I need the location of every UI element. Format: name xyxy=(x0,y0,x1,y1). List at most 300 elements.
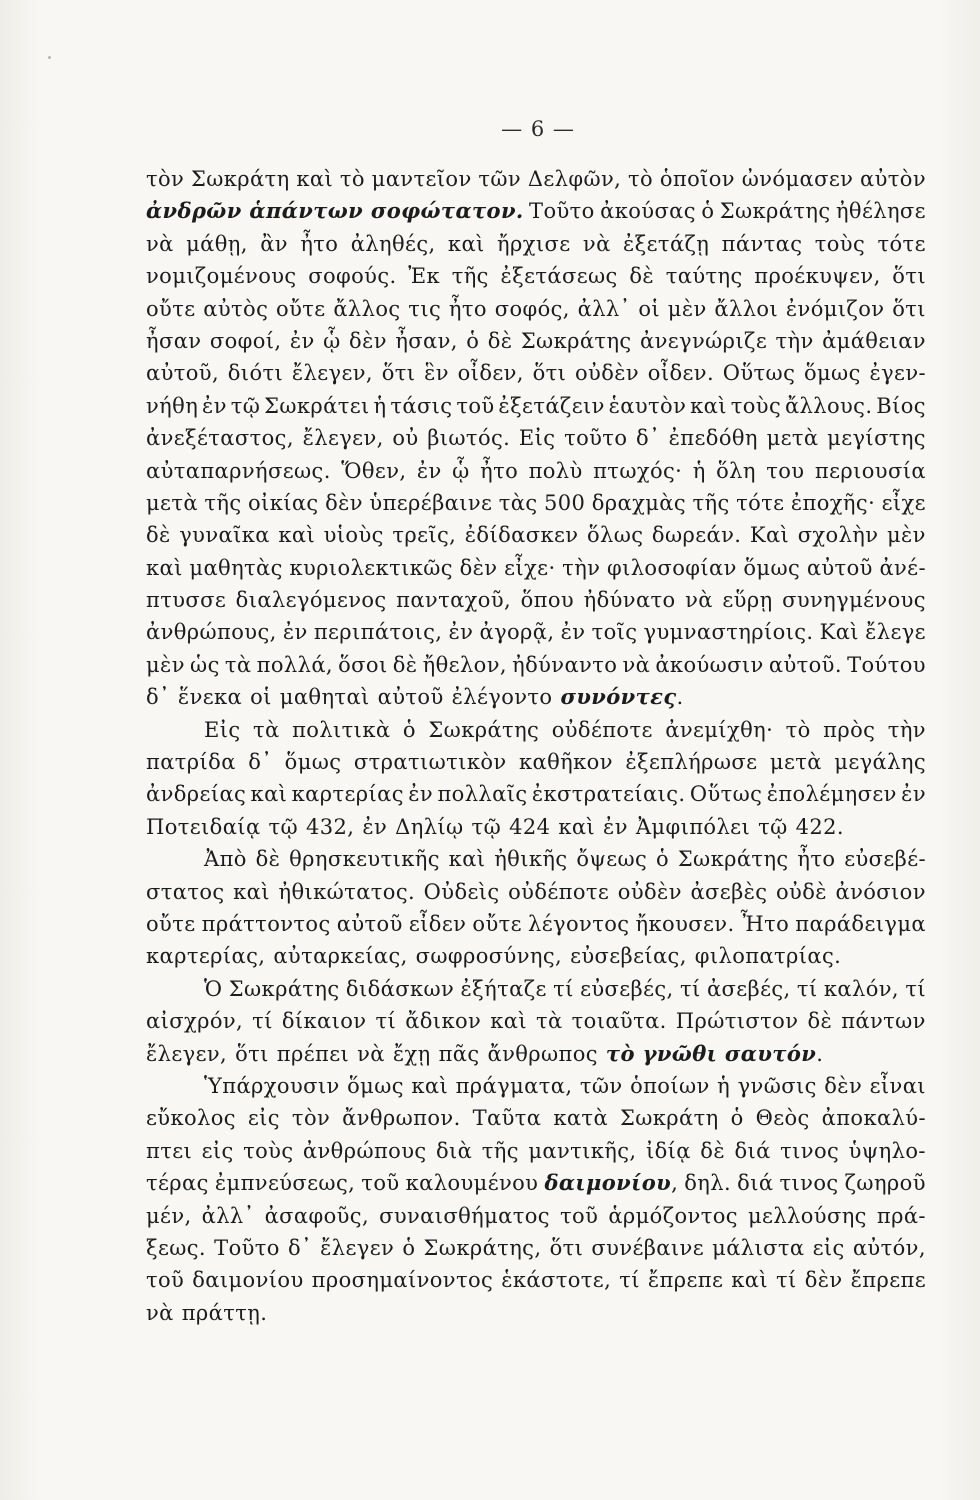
word: τὴν xyxy=(775,328,814,353)
word: Ἐκ xyxy=(408,264,441,289)
word: εἶναι xyxy=(869,1073,926,1098)
word-group xyxy=(665,714,773,746)
word-group xyxy=(146,260,297,292)
word: ἄνθρωπον. xyxy=(342,1106,461,1131)
word-group xyxy=(776,876,827,908)
word: εἰς xyxy=(201,1138,234,1163)
word: τοιαῦτα. xyxy=(571,1009,667,1034)
word-group xyxy=(656,843,669,875)
word: τῆς xyxy=(451,264,489,289)
word: πτυσσε xyxy=(146,588,227,613)
emphasis-text: δαιμονίου xyxy=(544,1170,672,1196)
word-group xyxy=(190,649,220,681)
word: ἐν xyxy=(202,393,227,418)
word: ἂν xyxy=(260,231,288,256)
word-group xyxy=(693,455,706,487)
word-group xyxy=(606,1038,823,1070)
text-line xyxy=(146,1070,926,1102)
word-group xyxy=(292,714,390,746)
word: νὰ xyxy=(582,231,611,256)
word-group xyxy=(797,973,818,1005)
emphasis-text: συνόντες xyxy=(560,684,677,710)
text-line xyxy=(146,714,926,746)
word-group xyxy=(701,195,714,227)
word-group xyxy=(716,455,756,487)
word-group xyxy=(743,552,800,584)
word-group xyxy=(408,778,433,810)
word-group xyxy=(636,422,660,454)
word-group xyxy=(225,649,252,681)
word-group xyxy=(669,422,758,454)
word-group xyxy=(448,228,485,260)
word-group xyxy=(427,422,510,454)
word-group xyxy=(847,649,926,681)
word-group xyxy=(851,1264,926,1296)
word-group xyxy=(853,1232,926,1264)
word: διὰ xyxy=(436,1138,473,1163)
word-group xyxy=(395,811,463,843)
word: ξεως. xyxy=(146,1235,207,1260)
word: τί xyxy=(796,976,818,1001)
word: γυμναστηρίοις. xyxy=(643,620,814,645)
word: ἀποκαλύ- xyxy=(821,1106,926,1131)
word-group xyxy=(479,616,554,648)
word: ἀμάθειαν xyxy=(822,328,926,353)
word: καὶ xyxy=(278,523,316,548)
word: σοφός, xyxy=(494,296,570,321)
word: ἐμπνεύσεως, xyxy=(214,1171,356,1196)
word: τρεῖς, xyxy=(392,523,457,548)
word: δὲ xyxy=(629,264,655,289)
word-group xyxy=(392,519,456,551)
word-group xyxy=(349,325,387,357)
word-group xyxy=(879,552,926,584)
word: Τούτου xyxy=(847,652,926,677)
word: τί xyxy=(375,1009,397,1034)
word-group xyxy=(618,876,682,908)
word: νὰ xyxy=(685,588,713,613)
word-group xyxy=(748,1200,867,1232)
word: πρέπει xyxy=(276,1041,350,1066)
word: νήθη xyxy=(146,393,199,418)
word: παράδειγμα xyxy=(795,911,926,936)
word: καὶ xyxy=(233,879,270,904)
word: ἐξετάζῃ xyxy=(623,231,710,256)
word: πᾶς xyxy=(438,1041,480,1066)
page-number: — 6 — xyxy=(501,117,575,141)
word-group xyxy=(182,1297,268,1329)
word-group xyxy=(390,390,452,422)
word-group xyxy=(528,1135,636,1167)
word: δωρεάν. xyxy=(651,523,742,548)
word: δ᾿ xyxy=(636,426,660,451)
word: τὸ xyxy=(339,167,365,191)
word: ἡ xyxy=(692,458,706,483)
word: δὲ xyxy=(487,328,513,353)
word: Σωκράτης xyxy=(719,199,831,224)
word-group xyxy=(265,1200,369,1232)
word: τὰς xyxy=(498,490,538,515)
paper-speck xyxy=(48,56,51,59)
word: ἀνέ- xyxy=(879,555,926,580)
word: δὲν xyxy=(325,490,363,515)
word: οὐδὲ xyxy=(776,879,827,904)
word-group xyxy=(750,519,789,551)
word-group xyxy=(609,390,687,422)
word-group xyxy=(146,455,331,487)
word: ἠδύνατο xyxy=(583,588,676,613)
word: τῆς xyxy=(204,490,242,515)
word: μαθητὰς xyxy=(189,555,283,580)
word-group xyxy=(564,422,627,454)
word-group xyxy=(786,293,885,325)
word: οὐδέποτε xyxy=(551,717,653,742)
word-group xyxy=(282,1005,367,1037)
word-group xyxy=(498,390,604,422)
word: ἠθέλησε xyxy=(835,199,926,224)
word: ἐν xyxy=(282,620,308,645)
word: ἐν xyxy=(362,814,388,839)
word-group xyxy=(844,843,926,875)
word: διά xyxy=(737,1171,774,1196)
word: ὅμως xyxy=(803,361,861,386)
word: μεγάλης xyxy=(834,750,926,775)
word: τί xyxy=(553,976,574,1001)
word-group xyxy=(189,552,282,584)
word: εὕρῃ xyxy=(722,588,773,613)
word-group xyxy=(797,843,835,875)
word-group xyxy=(411,1070,448,1102)
word-group xyxy=(146,357,219,389)
text-line xyxy=(146,552,926,584)
word: μέν, xyxy=(146,1203,192,1228)
word: ἔπρεπε xyxy=(850,1268,926,1293)
word-group xyxy=(324,519,384,551)
word-group xyxy=(532,778,686,810)
word-group xyxy=(215,1167,355,1199)
word-group xyxy=(449,293,487,325)
word: τῷ xyxy=(230,393,261,418)
word-group xyxy=(396,584,511,616)
word: νὰ xyxy=(146,1300,174,1325)
word-group xyxy=(437,778,527,810)
word-group xyxy=(561,616,586,648)
word-group xyxy=(767,778,897,810)
text-line xyxy=(146,811,926,843)
word-group xyxy=(408,260,440,292)
word-group xyxy=(804,357,861,389)
word-group xyxy=(528,908,629,940)
word-group xyxy=(449,843,486,875)
word: πολλά, xyxy=(256,652,333,677)
word: τοὺς xyxy=(814,231,866,256)
word-group xyxy=(250,681,272,713)
word: καὶ xyxy=(448,847,486,872)
word-group xyxy=(478,163,521,195)
word: πολλαῖς xyxy=(437,782,528,807)
word: ἀκούωσιν xyxy=(655,652,764,677)
word-group xyxy=(146,681,170,713)
word-group xyxy=(409,908,466,940)
word: 432, xyxy=(306,814,355,839)
word: ὁ xyxy=(655,847,670,872)
word: δ᾿ xyxy=(146,685,170,710)
text-line xyxy=(146,325,926,357)
word: ἐν xyxy=(901,782,926,807)
word-group xyxy=(494,843,567,875)
word: τις xyxy=(408,296,442,321)
word: Δελφῶν, xyxy=(527,167,622,191)
word-group xyxy=(300,228,338,260)
word-group xyxy=(552,714,653,746)
word-group xyxy=(544,487,585,519)
word: καλουμένου xyxy=(405,1171,539,1196)
word: ὁ xyxy=(701,199,715,224)
word: ᾧ xyxy=(452,458,470,483)
word-group xyxy=(562,552,600,584)
word-group xyxy=(323,325,341,357)
word: ἐγεν- xyxy=(869,361,926,386)
word-group xyxy=(288,1232,312,1264)
word-group xyxy=(292,1102,330,1134)
word-group xyxy=(146,940,265,972)
word-group xyxy=(402,1232,415,1264)
word: καὶ xyxy=(146,555,183,580)
word-group xyxy=(146,1297,174,1329)
word: ὁ xyxy=(730,1106,744,1131)
word-group xyxy=(372,163,472,195)
text-line xyxy=(146,390,926,422)
word: ἑαυτὸν xyxy=(608,393,687,418)
word: δηλ. xyxy=(684,1171,732,1196)
word-group xyxy=(652,519,741,551)
word: τοῦ xyxy=(361,1171,400,1196)
word-group xyxy=(369,487,492,519)
word-group xyxy=(629,260,654,292)
text-line xyxy=(146,293,926,325)
word-group xyxy=(292,357,373,389)
word: σοφοί, xyxy=(209,328,282,353)
word: προσημαίνοντος xyxy=(311,1268,494,1293)
word: δραχμὰς xyxy=(591,490,686,515)
word-group xyxy=(738,1070,817,1102)
word-group xyxy=(204,714,241,746)
word: μετὰ xyxy=(766,426,819,451)
word-group xyxy=(731,1264,768,1296)
word: τί xyxy=(679,976,701,1001)
word: ὅμως xyxy=(284,750,342,775)
word: οὐ xyxy=(392,426,419,451)
word-group xyxy=(146,649,185,681)
text-line xyxy=(146,843,926,875)
word-group xyxy=(824,1070,862,1102)
word: ἐν xyxy=(603,814,628,839)
word: ὁ xyxy=(402,1235,416,1260)
word-group xyxy=(570,940,687,972)
word: ὅτι xyxy=(381,361,416,386)
word-group xyxy=(204,973,222,1005)
text-line xyxy=(146,908,926,940)
word: καὶ xyxy=(296,167,334,191)
text-line xyxy=(146,746,926,778)
word-group xyxy=(264,390,370,422)
text-line xyxy=(146,973,926,1005)
word: Θεὸς xyxy=(755,1106,810,1131)
word: δ᾿ xyxy=(248,750,273,775)
word-group xyxy=(416,940,562,972)
word-group xyxy=(424,1232,542,1264)
word-group xyxy=(306,811,354,843)
word-group xyxy=(742,163,854,195)
word: ἠδύναντο xyxy=(512,652,618,677)
word: τῶν xyxy=(478,167,522,191)
word: εὐσεβές, xyxy=(580,976,674,1001)
word-group xyxy=(361,1167,399,1199)
word-group xyxy=(292,778,404,810)
word-group xyxy=(769,649,842,681)
word: ἦτο xyxy=(448,296,487,321)
word: καλόν, xyxy=(823,976,900,1001)
word-group xyxy=(146,422,294,454)
word: βιωτός. xyxy=(427,426,511,451)
word: δ᾿ xyxy=(288,1235,312,1260)
word-group xyxy=(695,940,842,972)
word: ἐκστρατείαις. xyxy=(531,782,686,807)
word-group xyxy=(376,1005,397,1037)
text-line xyxy=(146,422,926,454)
word-group xyxy=(146,1167,209,1199)
word-group xyxy=(395,325,458,357)
word: τοῦτο xyxy=(564,426,628,451)
word: τῆς xyxy=(692,490,730,515)
word: Ἀπὸ xyxy=(204,847,247,872)
word: μεγίστης xyxy=(827,426,926,451)
word: ὁ xyxy=(466,328,480,353)
word: νὰ xyxy=(146,231,174,256)
word: αὐταρκείας, xyxy=(273,944,408,969)
word: δαιμονίου xyxy=(192,1268,304,1293)
word-group xyxy=(289,843,440,875)
word: καὶ xyxy=(490,1009,527,1034)
word-group xyxy=(423,649,507,681)
text-line xyxy=(146,487,926,519)
word-group xyxy=(785,390,872,422)
word-group xyxy=(822,325,926,357)
word-group xyxy=(529,195,595,227)
word-group xyxy=(406,1167,539,1199)
word: ὑψηλο- xyxy=(848,1138,926,1163)
word-group xyxy=(192,1264,303,1296)
word-group xyxy=(722,584,772,616)
word-group xyxy=(428,714,539,746)
word-group xyxy=(707,973,791,1005)
word: ἀνεγνώριζε xyxy=(640,328,768,353)
word: ἄδικον xyxy=(405,1009,482,1034)
word: δὲν xyxy=(349,328,387,353)
word: μάλιστα xyxy=(712,1235,805,1260)
word-group xyxy=(480,455,518,487)
word-group xyxy=(780,1167,839,1199)
word-group xyxy=(508,876,609,908)
word-group xyxy=(630,1070,710,1102)
word: εἶχε xyxy=(881,490,926,515)
word-group xyxy=(325,487,363,519)
word-group xyxy=(849,1135,926,1167)
word-group xyxy=(892,260,926,292)
word: εἶχε· xyxy=(504,555,556,580)
word-group xyxy=(203,293,268,325)
word-group xyxy=(472,811,502,843)
text-line xyxy=(146,1264,926,1296)
word: ὅτι xyxy=(532,361,567,386)
word-group xyxy=(179,519,270,551)
word-group xyxy=(905,973,926,1005)
word-group xyxy=(860,163,926,195)
word-group xyxy=(487,1038,597,1070)
word: ἀνεμίχθη· xyxy=(665,717,774,742)
word: πάντας xyxy=(721,231,803,256)
word-group xyxy=(252,1005,273,1037)
word: ἐξεπλήρωσε xyxy=(625,750,758,775)
word-group xyxy=(776,1264,797,1296)
word: ἀσεβὲς xyxy=(690,879,768,904)
word-group xyxy=(791,487,875,519)
word-group xyxy=(620,1102,719,1134)
word: μὲν xyxy=(886,523,926,548)
word-group xyxy=(392,422,418,454)
word-group xyxy=(655,649,763,681)
word-group xyxy=(741,908,790,940)
word: μαθηταὶ xyxy=(279,685,370,710)
word: υἱοὺς xyxy=(323,523,384,548)
word-group xyxy=(717,1070,730,1102)
word: ἕνεκα xyxy=(177,685,243,710)
word-group xyxy=(424,876,500,908)
word-group xyxy=(146,778,246,810)
word-group xyxy=(342,1102,461,1134)
word-group xyxy=(362,811,387,843)
word-group xyxy=(600,195,696,227)
word: ἦτο xyxy=(797,847,836,872)
word: ἐν xyxy=(416,458,442,483)
text-line xyxy=(146,1200,926,1232)
word-group xyxy=(456,390,494,422)
word: διαλεγόμενος xyxy=(235,588,387,613)
emphasis-text: ἀνδρῶν ἁπάντων σοφώτατον. xyxy=(146,198,524,224)
word-group xyxy=(690,778,763,810)
word-group xyxy=(495,293,570,325)
word: εἰς xyxy=(247,1106,280,1131)
word-group xyxy=(146,746,236,778)
word-group xyxy=(424,357,449,389)
text-line xyxy=(146,649,926,681)
word-group xyxy=(146,1135,192,1167)
word-group xyxy=(204,1070,340,1102)
word: πράττῃ. xyxy=(181,1300,268,1325)
word: Σωκράτη xyxy=(190,167,290,191)
word-group xyxy=(580,1070,623,1102)
word-group xyxy=(648,357,714,389)
word-group xyxy=(235,1038,269,1070)
word-group xyxy=(320,1232,394,1264)
word: εἶδεν xyxy=(408,911,467,936)
word-group xyxy=(666,260,743,292)
word-group xyxy=(253,714,280,746)
word: τί xyxy=(776,1268,797,1293)
word-group xyxy=(186,228,248,260)
word: ἀγορᾷ, xyxy=(479,620,555,645)
word-group xyxy=(393,1038,431,1070)
